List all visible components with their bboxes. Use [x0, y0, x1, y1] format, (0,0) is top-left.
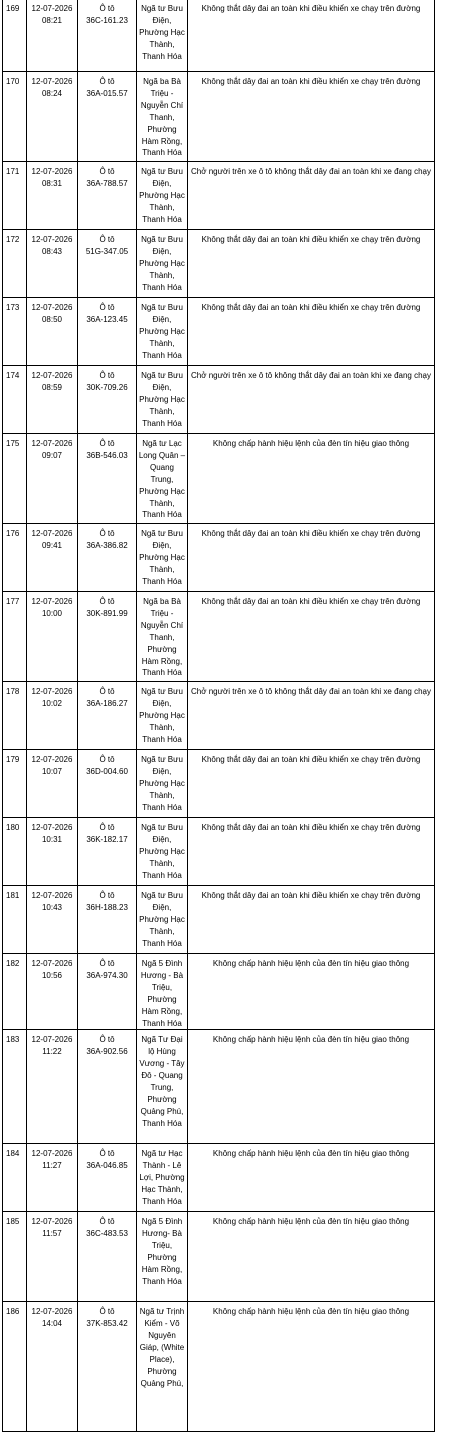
date-text: 12-07-2026 — [31, 167, 73, 176]
datetime-cell — [27, 750, 78, 818]
vehicle-type: Ô tô — [99, 823, 115, 832]
table-row — [3, 0, 435, 72]
row-number — [3, 682, 27, 750]
location-text: Ngã tư Bưu Điện, Phường Hạc Thành, Thanh Hóa — [139, 4, 185, 61]
row-number — [3, 1212, 27, 1302]
table-row — [3, 1302, 435, 1432]
time-text: 11:57 — [42, 1229, 62, 1239]
row-number — [3, 0, 27, 72]
table-row — [3, 818, 435, 886]
location-cell — [137, 886, 188, 954]
vehicle-type: Ô tô — [99, 4, 115, 13]
violation-cell — [188, 72, 435, 162]
location-text: Ngã tư Trịnh Kiểm - Võ Nguyên Giáp, (White Place), Phường Quảng Phú, — [139, 1307, 185, 1388]
table-row — [3, 524, 435, 592]
vehicle-type: Ô tô — [99, 891, 115, 900]
vehicle-type: Ô tô — [99, 755, 115, 764]
row-number — [3, 366, 27, 434]
vehicle-cell — [78, 954, 137, 1030]
row-number-text: 172 — [6, 235, 20, 244]
vehicle-type: Ô tô — [99, 687, 115, 696]
location-text: Ngã ba Bà Triệu - Nguyễn Chí Thanh, Phường Hàm Rồng, Thanh Hóa — [140, 77, 184, 158]
row-number — [3, 524, 27, 592]
row-number — [3, 230, 27, 298]
vehicle-cell — [78, 72, 137, 162]
license-plate: 36A-974.30 — [86, 970, 128, 980]
row-number — [3, 298, 27, 366]
location-text: Ngã tư Bưu Điện, Phường Hạc Thành, Thanh Hóa — [139, 687, 185, 744]
vehicle-type: Ô tô — [99, 77, 115, 86]
row-number-text: 179 — [6, 755, 20, 764]
location-cell — [137, 162, 188, 230]
license-plate: 30K-891.99 — [86, 608, 128, 618]
table-row — [3, 230, 435, 298]
vehicle-cell — [78, 682, 137, 750]
date-text: 12-07-2026 — [31, 439, 73, 448]
datetime-cell — [27, 1302, 78, 1432]
row-number-text: 186 — [6, 1307, 20, 1317]
license-plate: 36A-046.85 — [86, 1161, 128, 1171]
license-plate: 36H-188.23 — [86, 902, 128, 912]
vehicle-cell — [78, 298, 137, 366]
date-text: 12-07-2026 — [31, 959, 73, 968]
vehicle-type: Ô tô — [99, 371, 115, 380]
table-row — [3, 886, 435, 954]
table-row — [3, 366, 435, 434]
date-text: 12-07-2026 — [31, 77, 73, 86]
table-row — [3, 954, 435, 1030]
datetime-cell — [27, 886, 78, 954]
vehicle-type: Ô tô — [99, 1217, 115, 1227]
location-cell — [137, 954, 188, 1030]
violation-text: Không thắt dây đai an toàn khi điều khiển xe chạy trên đường — [201, 529, 421, 538]
license-plate: 36K-182.17 — [86, 834, 128, 844]
vehicle-type: Ô tô — [99, 1035, 115, 1045]
table-row — [3, 298, 435, 366]
date-text: 12-07-2026 — [31, 235, 73, 244]
violation-text: Không thắt dây đai an toàn khi điều khiển xe chạy trên đường — [201, 597, 421, 606]
vehicle-cell — [78, 886, 137, 954]
table-row — [3, 1212, 435, 1302]
row-number-text: 180 — [6, 823, 20, 832]
date-text: 12-07-2026 — [31, 1149, 73, 1159]
row-number-text: 183 — [6, 1035, 20, 1045]
vehicle-cell — [78, 1030, 137, 1144]
violation-cell — [188, 1212, 435, 1302]
violation-cell — [188, 0, 435, 72]
violation-text: Không chấp hành hiệu lệnh của đèn tín hiệu giao thông — [212, 1307, 410, 1317]
location-text: Ngã tư Bưu Điện, Phường Hạc Thành, Thanh Hóa — [139, 823, 185, 880]
violation-text: Không thắt dây đai an toàn khi điều khiển xe chạy trên đường — [201, 235, 421, 244]
location-cell — [137, 366, 188, 434]
time-text: 10:43 — [41, 902, 63, 912]
license-plate: 36A-788.57 — [86, 178, 128, 188]
row-number — [3, 886, 27, 954]
time-text: 09:41 — [41, 540, 63, 550]
table-row — [3, 162, 435, 230]
location-cell — [137, 434, 188, 524]
vehicle-cell — [78, 366, 137, 434]
time-text: 08:59 — [41, 382, 63, 392]
row-number-text: 181 — [6, 891, 20, 900]
violation-cell — [188, 230, 435, 298]
datetime-cell — [27, 162, 78, 230]
location-cell — [137, 1302, 188, 1432]
datetime-cell — [27, 72, 78, 162]
vehicle-cell — [78, 0, 137, 72]
vehicle-type: Ô tô — [99, 235, 115, 244]
violation-cell — [188, 682, 435, 750]
location-cell — [137, 298, 188, 366]
location-cell — [137, 818, 188, 886]
location-text: Ngã tư Hạc Thành - Lê Lợi, Phường Hạc Thành, Thanh Hóa — [139, 1149, 185, 1207]
violation-text: Không chấp hành hiệu lệnh của đèn tín hiệu giao thông — [212, 1217, 410, 1227]
vehicle-cell — [78, 1302, 137, 1432]
vehicle-cell — [78, 434, 137, 524]
row-number — [3, 1030, 27, 1144]
vehicle-cell — [78, 592, 137, 682]
time-text: 09:07 — [41, 450, 63, 460]
license-plate: 36A-186.27 — [86, 698, 128, 708]
location-text: Ngã tư Bưu Điện, Phường Hạc Thành, Thanh Hóa — [139, 755, 185, 812]
vehicle-cell — [78, 750, 137, 818]
datetime-cell — [27, 366, 78, 434]
time-text: 08:31 — [41, 178, 63, 188]
violation-cell — [188, 1302, 435, 1432]
date-text: 12-07-2026 — [31, 891, 73, 900]
location-cell — [137, 0, 188, 72]
violation-cell — [188, 886, 435, 954]
license-plate: 36C-483.53 — [86, 1229, 128, 1239]
table-row — [3, 434, 435, 524]
date-text: 12-07-2026 — [31, 1217, 73, 1227]
location-text: Ngã tư Lạc Long Quân – Quang Trung, Phường Hạc Thành, Thanh Hóa — [138, 439, 186, 520]
row-number-text: 177 — [6, 597, 20, 606]
vehicle-type: Ô tô — [99, 959, 115, 968]
vehicle-type: Ô tô — [99, 1149, 115, 1159]
datetime-cell — [27, 1144, 78, 1212]
violation-text: Không thắt dây đai an toàn khi điều khiển xe chạy trên đường — [201, 303, 421, 312]
location-cell — [137, 1212, 188, 1302]
location-text: Ngã tư Bưu Điện, Phường Hạc Thành, Thanh Hóa — [139, 529, 185, 586]
row-number — [3, 434, 27, 524]
violation-text: Chở người trên xe ô tô không thắt dây đai an toàn khi xe đang chạy — [191, 167, 431, 176]
vehicle-type: Ô tô — [99, 529, 115, 538]
date-text: 12-07-2026 — [31, 303, 73, 312]
time-text: 10:00 — [41, 608, 63, 618]
vehicle-type: Ô tô — [99, 303, 115, 312]
license-plate: 36C-161.23 — [86, 15, 128, 25]
row-number-text: 176 — [6, 529, 20, 538]
time-text: 14:04 — [41, 1319, 63, 1329]
violation-cell — [188, 818, 435, 886]
location-text: Ngã 5 Đình Hương - Bà Triệu, Phường Hàm Rồng, Thanh Hóa — [140, 959, 184, 1028]
violation-text: Không chấp hành hiệu lệnh của đèn tín hiệu giao thông — [212, 1035, 410, 1045]
violations-table-body — [3, 0, 435, 1432]
time-text: 10:07 — [41, 766, 63, 776]
location-text: Ngã 5 Đình Hương- Bà Triệu, Phường Hàm Rồng, Thanh Hóa — [141, 1217, 183, 1286]
datetime-cell — [27, 434, 78, 524]
violation-cell — [188, 162, 435, 230]
vehicle-type: Ô tô — [99, 167, 115, 176]
date-text: 12-07-2026 — [31, 529, 73, 538]
date-text: 12-07-2026 — [31, 371, 73, 380]
row-number-text: 178 — [6, 687, 20, 696]
location-cell — [137, 682, 188, 750]
row-number-text: 184 — [6, 1149, 20, 1159]
time-text: 08:21 — [41, 15, 63, 25]
time-text: 11:27 — [42, 1161, 62, 1171]
datetime-cell — [27, 592, 78, 682]
violation-cell — [188, 524, 435, 592]
vehicle-cell — [78, 230, 137, 298]
row-number — [3, 162, 27, 230]
time-text: 11:22 — [42, 1047, 62, 1057]
location-text: Ngã tư Bưu Điện, Phường Hạc Thành, Thanh Hóa — [139, 235, 185, 292]
time-text: 10:31 — [41, 834, 63, 844]
location-cell — [137, 1030, 188, 1144]
vehicle-type: Ô tô — [99, 597, 115, 606]
datetime-cell — [27, 230, 78, 298]
row-number — [3, 750, 27, 818]
vehicle-type: Ô tô — [99, 439, 115, 448]
license-plate: 51G-347.05 — [85, 246, 129, 256]
row-number-text: 169 — [6, 4, 20, 13]
date-text: 12-07-2026 — [31, 1307, 73, 1317]
row-number — [3, 592, 27, 682]
date-text: 12-07-2026 — [31, 597, 73, 606]
location-text: Ngã Tư Đại lộ Hùng Vương - Tây Đô - Quang Trung, Phường Quảng Phú, Thanh Hóa — [139, 1035, 185, 1128]
time-text: 10:02 — [41, 698, 63, 708]
location-cell — [137, 1144, 188, 1212]
time-text: 08:50 — [41, 314, 63, 324]
violation-cell — [188, 1030, 435, 1144]
violation-text: Không thắt dây đai an toàn khi điều khiển xe chạy trên đường — [201, 755, 421, 764]
violation-text: Chở người trên xe ô tô không thắt dây đai an toàn khi xe đang chạy — [191, 371, 431, 380]
violation-text: Không chấp hành hiệu lệnh của đèn tín hiệu giao thông — [212, 959, 410, 968]
row-number-text: 175 — [6, 439, 20, 448]
violation-cell — [188, 592, 435, 682]
violation-text: Không thắt dây đai an toàn khi điều khiển xe chạy trên đường — [201, 823, 421, 832]
location-text: Ngã tư Bưu Điện, Phường Hạc Thành, Thanh Hóa — [139, 303, 185, 360]
location-cell — [137, 230, 188, 298]
date-text: 12-07-2026 — [31, 4, 73, 13]
violation-cell — [188, 366, 435, 434]
row-number-text: 170 — [6, 77, 20, 86]
violation-cell — [188, 434, 435, 524]
date-text: 12-07-2026 — [31, 755, 73, 764]
vehicle-cell — [78, 818, 137, 886]
violation-text: Không chấp hành hiệu lệnh của đèn tín hiệu giao thông — [212, 439, 410, 448]
datetime-cell — [27, 1030, 78, 1144]
row-number — [3, 818, 27, 886]
row-number-text: 174 — [6, 371, 20, 380]
row-number — [3, 954, 27, 1030]
location-cell — [137, 592, 188, 682]
datetime-cell — [27, 298, 78, 366]
row-number-text: 173 — [6, 303, 20, 312]
violation-cell — [188, 298, 435, 366]
table-row — [3, 1030, 435, 1144]
vehicle-cell — [78, 1212, 137, 1302]
license-plate: 36A-015.57 — [86, 88, 128, 98]
date-text: 12-07-2026 — [31, 1035, 73, 1045]
violation-cell — [188, 1144, 435, 1212]
violation-text: Không thắt dây đai an toàn khi điều khiển xe chạy trên đường — [201, 4, 421, 13]
table-row — [3, 72, 435, 162]
row-number-text: 185 — [6, 1217, 20, 1227]
row-number — [3, 72, 27, 162]
vehicle-cell — [78, 524, 137, 592]
violation-text: Chở người trên xe ô tô không thắt dây đai an toàn khi xe đang chạy — [191, 687, 431, 696]
location-text: Ngã tư Bưu Điện, Phường Hạc Thành, Thanh Hóa — [139, 167, 185, 224]
date-text: 12-07-2026 — [31, 823, 73, 832]
location-cell — [137, 750, 188, 818]
violations-table — [2, 0, 435, 1432]
violation-cell — [188, 750, 435, 818]
violation-text: Không thắt dây đai an toàn khi điều khiển xe chạy trên đường — [201, 891, 421, 900]
license-plate: 36A-386.82 — [86, 540, 128, 550]
date-text: 12-07-2026 — [31, 687, 73, 696]
vehicle-type: Ô tô — [99, 1307, 115, 1317]
vehicle-cell — [78, 1144, 137, 1212]
datetime-cell — [27, 524, 78, 592]
row-number-text: 182 — [6, 959, 20, 968]
time-text: 10:56 — [41, 970, 63, 980]
license-plate: 36B-546.03 — [86, 450, 128, 460]
datetime-cell — [27, 682, 78, 750]
location-text: Ngã tư Bưu Điện, Phường Hạc Thành, Thanh Hóa — [139, 371, 185, 428]
time-text: 08:43 — [41, 246, 63, 256]
row-number — [3, 1302, 27, 1432]
table-row — [3, 1144, 435, 1212]
license-plate: 36D-004.60 — [86, 766, 128, 776]
violation-text: Không chấp hành hiệu lệnh của đèn tín hiệu giao thông — [212, 1149, 410, 1159]
license-plate: 36A-123.45 — [86, 314, 128, 324]
row-number — [3, 1144, 27, 1212]
table-row — [3, 750, 435, 818]
vehicle-cell — [78, 162, 137, 230]
datetime-cell — [27, 818, 78, 886]
location-cell — [137, 524, 188, 592]
location-text: Ngã tư Bưu Điện, Phường Hạc Thành, Thanh Hóa — [139, 891, 185, 948]
time-text: 08:24 — [41, 88, 63, 98]
license-plate: 30K-709.26 — [86, 382, 128, 392]
location-text: Ngã ba Bà Triệu - Nguyễn Chí Thanh, Phường Hàm Rồng, Thanh Hóa — [140, 597, 184, 678]
table-row — [3, 682, 435, 750]
datetime-cell — [27, 954, 78, 1030]
license-plate: 36A-902.56 — [86, 1047, 128, 1057]
license-plate: 37K-853.42 — [86, 1319, 128, 1329]
datetime-cell — [27, 1212, 78, 1302]
violation-cell — [188, 954, 435, 1030]
violation-text: Không thắt dây đai an toàn khi điều khiển xe chạy trên đường — [201, 77, 421, 86]
datetime-cell — [27, 0, 78, 72]
row-number-text: 171 — [6, 167, 20, 176]
location-cell — [137, 72, 188, 162]
table-row — [3, 592, 435, 682]
